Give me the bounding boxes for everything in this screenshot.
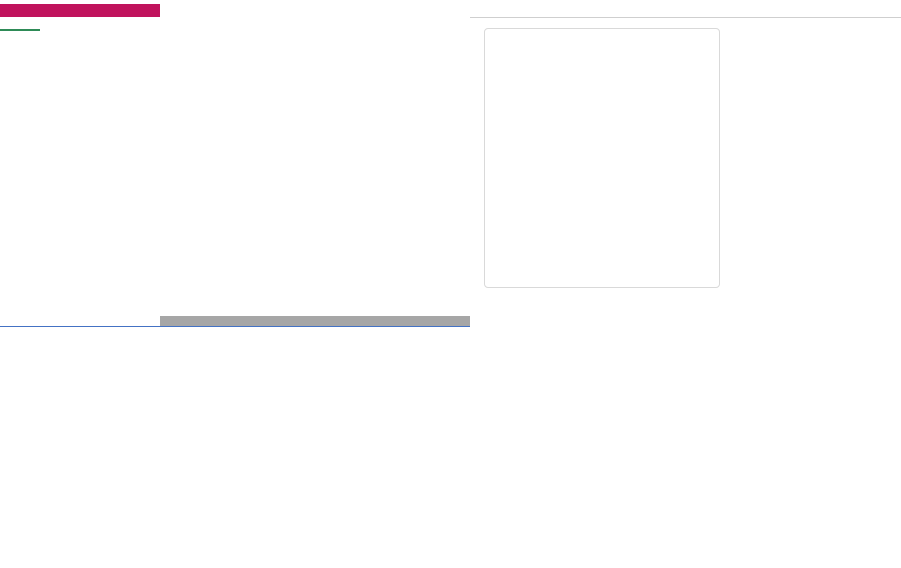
- net-income-row-highlight: [160, 316, 470, 326]
- profitability-chart[interactable]: [484, 28, 720, 288]
- chart-plot: [485, 29, 719, 287]
- sheet-title: [0, 4, 160, 17]
- net-income-underline: [0, 326, 470, 327]
- header-divider: [470, 17, 901, 18]
- selected-cell-indicator: [0, 29, 40, 31]
